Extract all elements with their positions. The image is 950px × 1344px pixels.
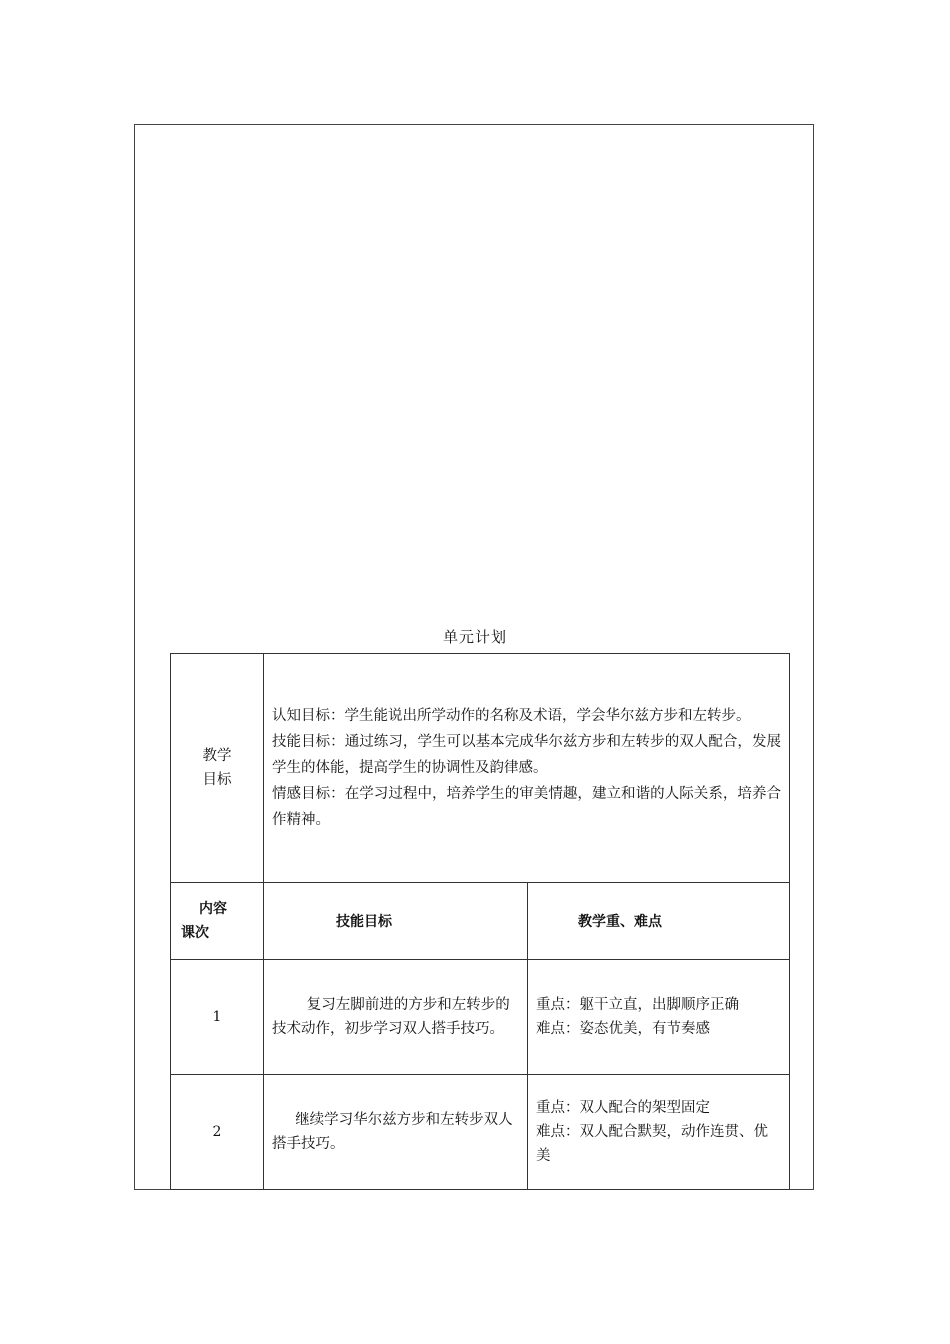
objectives-label: 教学 目标 — [171, 654, 264, 883]
header-lesson: 内容 课次 — [171, 883, 264, 960]
lesson-key-points: 重点：双人配合的架型固定 难点：双人配合默契，动作连贯、优美 — [528, 1075, 790, 1190]
objectives-row — [171, 654, 790, 883]
lesson-skill: 继续学习华尔兹方步和左转步双人搭手技巧。 — [264, 1075, 528, 1190]
lesson-number: 2 — [171, 1075, 264, 1190]
table-row — [171, 1075, 790, 1190]
objectives-content — [264, 654, 790, 883]
cognitive-objective: 认知目标：学生能说出所学动作的名称及术语，学会华尔兹方步和左转步。 — [272, 708, 751, 724]
affective-objective: 情感目标：在学习过程中，培养学生的审美情趣，建立和谐的人际关系，培养合作精神。 — [272, 786, 781, 828]
header-skill: 技能目标 — [264, 883, 528, 960]
lesson-skill: 复习左脚前进的方步和左转步的技术动作，初步学习双人搭手技巧。 — [264, 960, 528, 1075]
page-title: 单元计划 — [442, 628, 507, 646]
header-key-points: 教学重、难点 — [528, 883, 790, 960]
skill-objective: 技能目标：通过练习，学生可以基本完成华尔兹方步和左转步的双人配合，发展学生的体能，提高学生的协调性及韵律感。 — [272, 734, 781, 776]
lesson-number: 1 — [171, 960, 264, 1075]
unit-plan-table — [170, 653, 790, 1190]
lesson-key-points: 重点：躯干立直，出脚顺序正确 难点：姿态优美，有节奏感 — [528, 960, 790, 1075]
table-row — [171, 960, 790, 1075]
header-row — [171, 883, 790, 960]
